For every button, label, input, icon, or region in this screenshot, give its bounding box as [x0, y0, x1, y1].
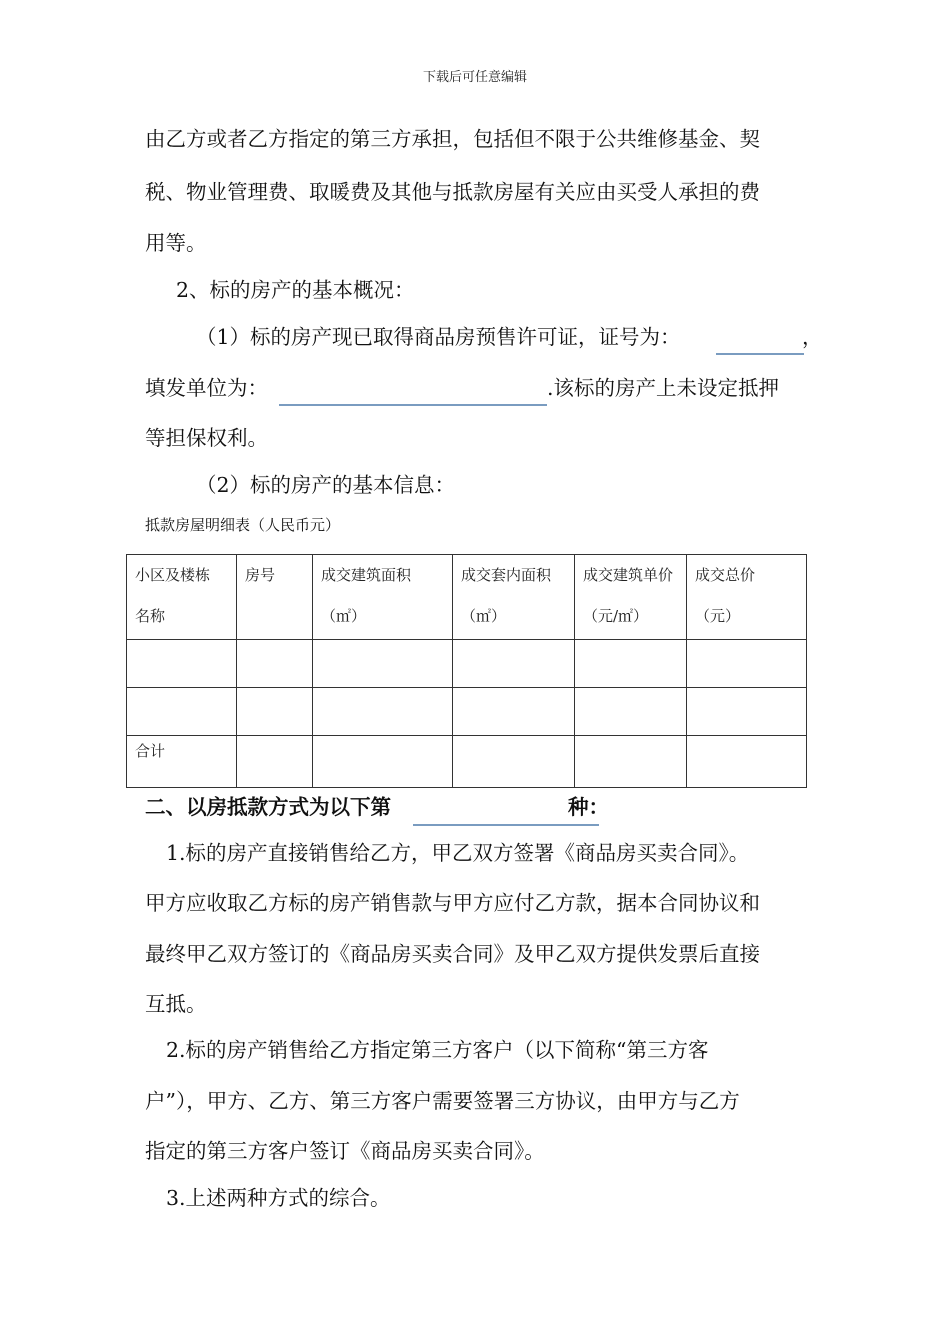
table-cell[interactable] — [687, 736, 807, 788]
item2: （2）标的房产的基本信息： — [196, 473, 456, 497]
issuing-unit-blank[interactable] — [279, 404, 547, 406]
table-cell[interactable] — [127, 640, 237, 688]
header-cell: 成交套内面积 （㎡） — [453, 555, 575, 640]
option1-line1: 1.标的房产直接销售给乙方，甲乙双方签署《商品房买卖合同》。 — [166, 841, 750, 865]
table-cell[interactable] — [687, 688, 807, 736]
option1-line3: 最终甲乙双方签订的《商品房买卖合同》及甲乙双方提供发票后直接 — [145, 942, 760, 966]
page-header-note: 下载后可任意编辑 — [422, 70, 527, 85]
option3: 3.上述两种方式的综合。 — [166, 1186, 391, 1210]
table-row — [127, 688, 807, 736]
header-cell: 小区及楼栋 名称 — [127, 555, 237, 640]
item1-line1-comma: ， — [802, 325, 823, 349]
section2-title: 2、标的房产的基本概况： — [176, 278, 415, 302]
table-row — [127, 640, 807, 688]
header-cell: 成交建筑单价 （元/㎡） — [575, 555, 687, 640]
table-cell[interactable] — [575, 688, 687, 736]
table-cell[interactable] — [237, 736, 313, 788]
property-detail-table — [126, 554, 807, 788]
option2-line3: 指定的第三方客户签订《商品房买卖合同》。 — [145, 1139, 545, 1163]
table-header-row — [127, 555, 807, 640]
table-cell[interactable] — [313, 736, 453, 788]
permit-number-blank[interactable] — [716, 353, 804, 355]
header-cell: 房号 — [237, 555, 313, 640]
option1-line2: 甲方应收取乙方标的房产销售款与甲方应付乙方款，据本合同协议和 — [145, 891, 760, 915]
item1-line1: （1）标的房产现已取得商品房预售许可证，证号为： — [196, 325, 681, 349]
option2-line2: 户”），甲方、乙方、第三方客户需要签署三方协议，由甲方与乙方 — [145, 1089, 740, 1113]
table-cell[interactable] — [127, 688, 237, 736]
option1-line4: 互抵。 — [145, 992, 207, 1016]
table-cell[interactable] — [237, 640, 313, 688]
item1-line3: 等担保权利。 — [145, 426, 268, 450]
item1-line2-rest: .该标的房产上未设定抵押 — [547, 376, 780, 400]
table-cell[interactable] — [237, 688, 313, 736]
header-cell: 成交总价 （元） — [687, 555, 807, 640]
table-cell[interactable] — [453, 640, 575, 688]
total-label-cell: 合计 — [127, 736, 237, 788]
table-cell[interactable] — [453, 688, 575, 736]
item1-line2-label: 填发单位为： — [145, 376, 268, 400]
table-cell[interactable] — [687, 640, 807, 688]
table-cell[interactable] — [575, 736, 687, 788]
para1-line3: 用等。 — [145, 231, 207, 255]
table-total-row — [127, 736, 807, 788]
para1-line2: 税、物业管理费、取暖费及其他与抵款房屋有关应由买受人承担的费 — [145, 180, 760, 204]
section-b-title-end: 种： — [568, 795, 609, 819]
section-b-title: 二、以房抵款方式为以下第 — [145, 795, 391, 819]
method-number-blank[interactable] — [413, 824, 599, 826]
para1-line1: 由乙方或者乙方指定的第三方承担，包括但不限于公共维修基金、契 — [145, 127, 760, 151]
table-caption: 抵款房屋明细表（人民币元） — [145, 516, 341, 534]
table-cell[interactable] — [453, 736, 575, 788]
table-cell[interactable] — [313, 640, 453, 688]
option2-line1: 2.标的房产销售给乙方指定第三方客户（以下简称“第三方客 — [166, 1038, 709, 1062]
header-cell: 成交建筑面积 （㎡） — [313, 555, 453, 640]
table-cell[interactable] — [575, 640, 687, 688]
table-cell[interactable] — [313, 688, 453, 736]
